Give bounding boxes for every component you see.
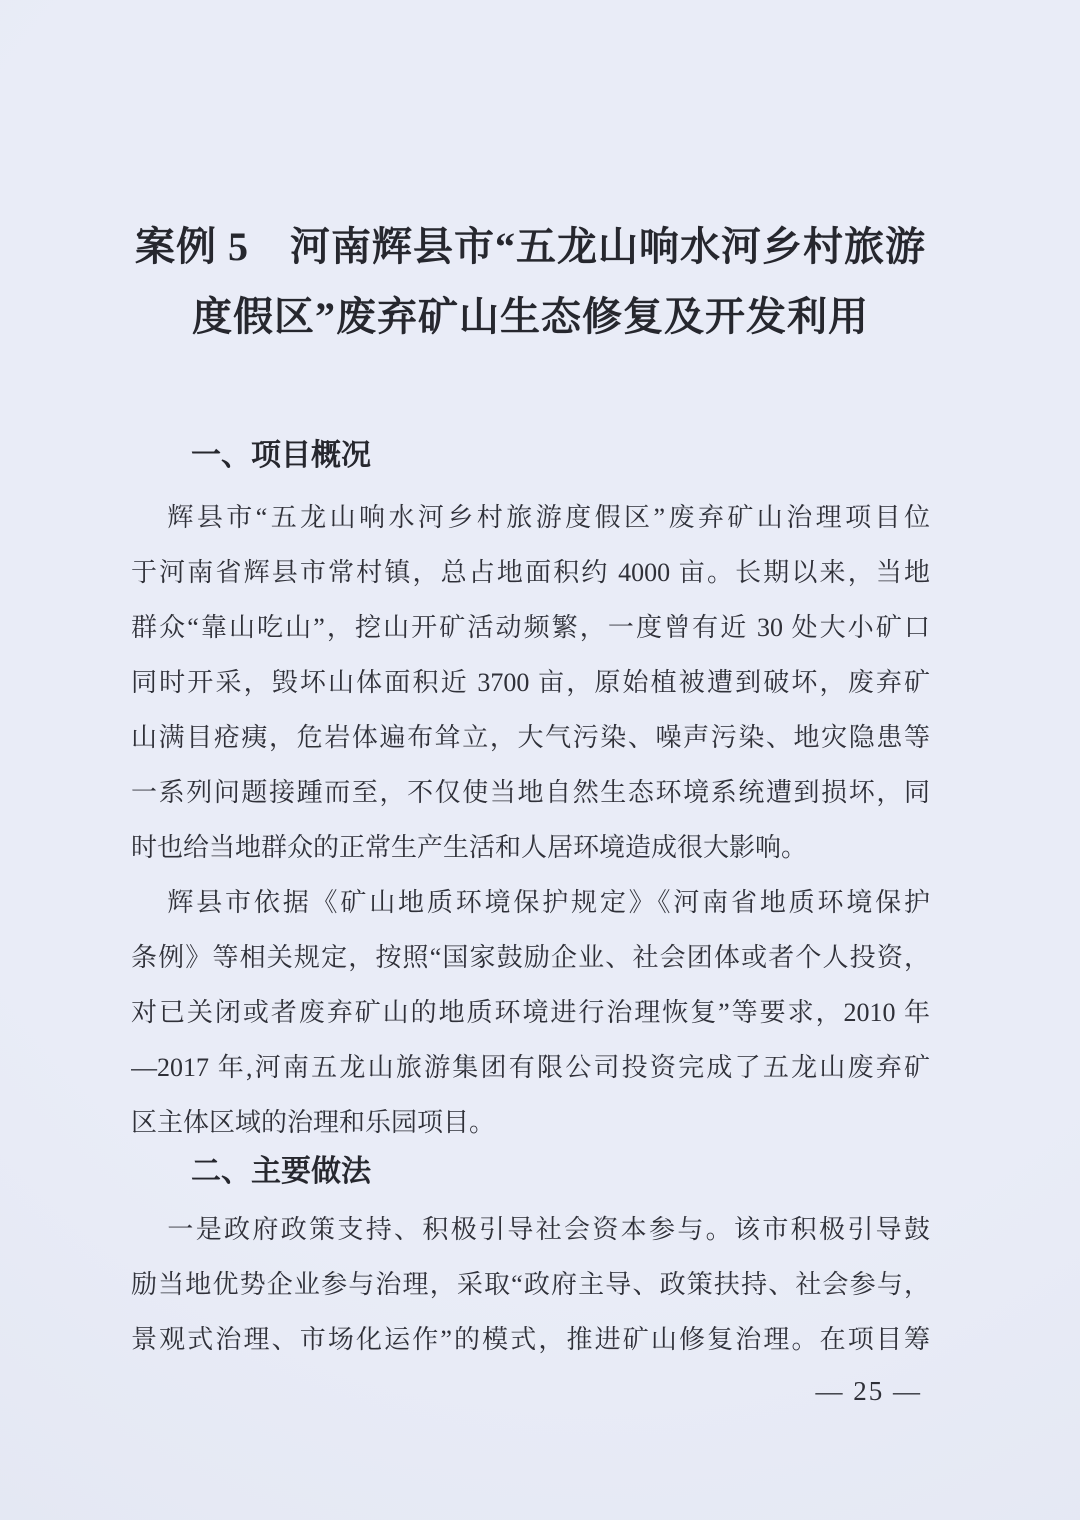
text-line: 励当地优势企业参与治理，采取“政府主导、政策扶持、社会参与，: [131, 1270, 930, 1299]
text-line: 区主体区域的治理和乐园项目。: [131, 1108, 496, 1137]
document-title-line-2: 度假区”废弃矿山生态修复及开发利用: [192, 294, 869, 339]
section-heading-project-overview: 一、项目概况: [191, 439, 371, 472]
page-number: — 25 —: [815, 1376, 922, 1406]
text-line: 群众“靠山吃山”，挖山开矿活动频繁，一度曾有近 30 处大小矿口: [131, 613, 930, 642]
text-line: 条例》等相关规定，按照“国家鼓励企业、社会团体或者个人投资，: [131, 943, 930, 972]
text-line: 山满目疮痍，危岩体遍布耸立，大气污染、噪声污染、地灾隐患等: [131, 723, 930, 752]
text-line: 于河南省辉县市常村镇，总占地面积约 4000 亩。长期以来，当地: [131, 558, 930, 587]
text-line: 辉县市依据《矿山地质环境保护规定》《河南省地质环境保护: [167, 888, 930, 917]
section-body-main-measures: [131, 1202, 930, 1367]
text-line: 同时开采，毁坏山体面积近 3700 亩，原始植被遭到破坏，废弃矿: [131, 668, 930, 697]
text-line: 一是政府政策支持、积极引导社会资本参与。该市积极引导鼓: [167, 1215, 930, 1244]
text-line: 对已关闭或者废弃矿山的地质环境进行治理恢复”等要求，2010 年: [131, 998, 930, 1027]
document-title-line-1: 案例 5 河南辉县市“五龙山响水河乡村旅游: [135, 224, 926, 269]
section-body-project-overview: [131, 490, 930, 1150]
text-line: 景观式治理、市场化运作”的模式，推进矿山修复治理。在项目筹: [131, 1325, 930, 1354]
text-line: 一系列问题接踵而至，不仅使当地自然生态环境系统遭到损坏，同: [131, 778, 930, 807]
page-content: [131, 0, 930, 1407]
text-line: 辉县市“五龙山响水河乡村旅游度假区”废弃矿山治理项目位: [167, 503, 930, 532]
text-line: 时也给当地群众的正常生产生活和人居环境造成很大影响。: [131, 833, 808, 862]
text-line: —2017 年,河南五龙山旅游集团有限公司投资完成了五龙山废弃矿: [131, 1053, 930, 1082]
section-heading-main-measures: 二、主要做法: [191, 1155, 371, 1188]
document-title: [131, 212, 930, 352]
